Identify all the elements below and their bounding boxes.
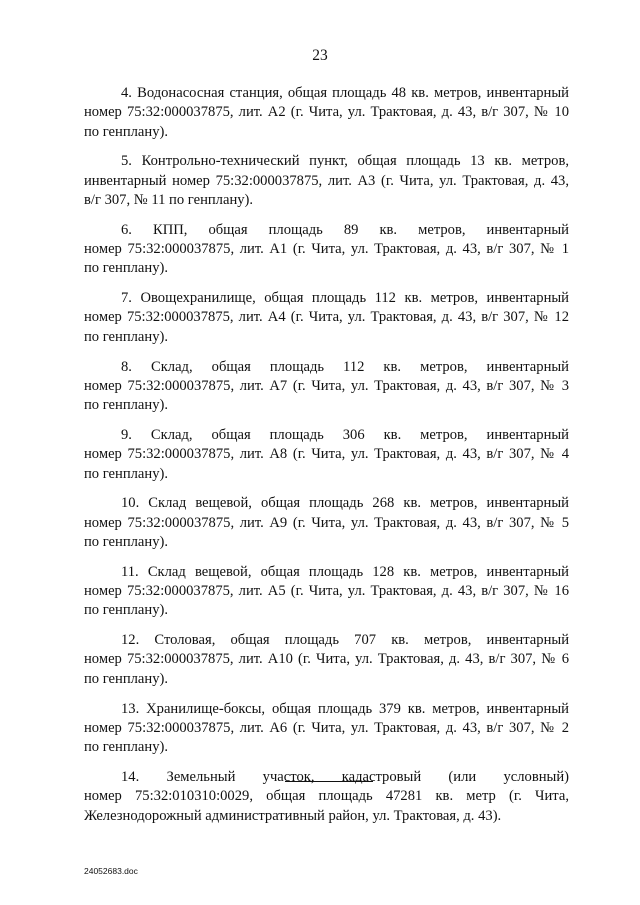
item-line: 7. Овощехранилище, общая площадь 112 кв. метров, инвентарный <box>121 290 569 307</box>
list-item-8 <box>84 358 569 416</box>
item-line: номер 75:32:000037875, лит. А4 (г. Чита, ул. Трактовая, д. 43, в/г 307, № 12 <box>84 309 569 326</box>
item-line: по генплану). <box>84 739 169 756</box>
item-line: по генплану). <box>84 670 169 687</box>
list-item-14 <box>84 768 569 826</box>
item-line: по генплану). <box>84 123 169 140</box>
item-line: номер 75:32:000037875, лит. А5 (г. Чита, ул. Трактовая, д. 43, в/г 307, № 16 <box>84 583 569 600</box>
item-line: номер 75:32:000037875, лит. А9 (г. Чита, ул. Трактовая, д. 43, в/г 307, № 5 <box>84 514 569 531</box>
item-line: 4. Водонасосная станция, общая площадь 48 кв. метров, инвентарный <box>121 85 569 101</box>
page-number: 23 <box>312 47 328 64</box>
list-item-13 <box>84 700 569 758</box>
list-item-12 <box>84 631 569 689</box>
item-line: 13. Хранилище-боксы, общая площадь 379 кв. метров, инвентарный <box>121 700 569 717</box>
item-line: 8. Склад, общая площадь 112 кв. метров, инвентарный <box>121 358 569 375</box>
list-item-6 <box>84 221 569 279</box>
item-line: 5. Контрольно-технический пункт, общая площадь 13 кв. метров, <box>121 153 569 170</box>
item-line: номер 75:32:000037875, лит. А10 (г. Чита, ул. Трактовая, д. 43, в/г 307, № 6 <box>84 651 569 668</box>
item-line: по генплану). <box>84 465 169 482</box>
list-item-10 <box>84 494 569 552</box>
list-item-11 <box>84 563 569 621</box>
item-line: номер 75:32:000037875, лит. А8 (г. Чита, ул. Трактовая, д. 43, в/г 307, № 4 <box>84 446 569 463</box>
end-divider <box>285 781 373 782</box>
footer-filename: 24052683.doc <box>84 866 138 876</box>
document-body <box>84 84 569 836</box>
item-line: по генплану). <box>84 533 169 550</box>
item-line: по генплану). <box>84 328 169 345</box>
item-line: по генплану). <box>84 260 169 277</box>
item-line: номер 75:32:000037875, лит. А7 (г. Чита, ул. Трактовая, д. 43, в/г 307, № 3 <box>84 377 569 394</box>
item-line: 10. Склад вещевой, общая площадь 268 кв. метров, инвентарный <box>121 495 569 512</box>
item-line: по генплану). <box>84 602 169 619</box>
list-item-4 <box>84 84 569 142</box>
item-line: 9. Склад, общая площадь 306 кв. метров, инвентарный <box>121 426 569 443</box>
item-line: 11. Склад вещевой, общая площадь 128 кв. метров, инвентарный <box>121 563 569 580</box>
item-line: инвентарный номер 75:32:000037875, лит. А3 (г. Чита, ул. Трактовая, д. 43, <box>84 172 569 189</box>
item-line: в/г 307, № 11 по генплану). <box>84 191 254 208</box>
list-item-5 <box>84 152 569 210</box>
list-item-7 <box>84 289 569 347</box>
item-line: по генплану). <box>84 397 169 414</box>
item-line: номер 75:32:000037875, лит. А1 (г. Чита, ул. Трактовая, д. 43, в/г 307, № 1 <box>84 241 569 258</box>
item-line: номер 75:32:000037875, лит. А6 (г. Чита, ул. Трактовая, д. 43, в/г 307, № 2 <box>84 719 569 736</box>
list-item-9 <box>84 426 569 484</box>
item-line: 12. Столовая, общая площадь 707 кв. метров, инвентарный <box>121 632 569 649</box>
item-line: Железнодорожный административный район, ул. Трактовая, д. 43). <box>84 807 502 824</box>
item-line: номер 75:32:010310:0029, общая площадь 47281 кв. метр (г. Чита, <box>84 788 569 805</box>
item-line: 14. Земельный участок, кадастровый (или условный) <box>121 768 569 785</box>
item-line: номер 75:32:000037875, лит. А2 (г. Чита, ул. Трактовая, д. 43, в/г 307, № 10 <box>84 104 569 121</box>
item-line: 6. КПП, общая площадь 89 кв. метров, инвентарный <box>121 221 569 238</box>
